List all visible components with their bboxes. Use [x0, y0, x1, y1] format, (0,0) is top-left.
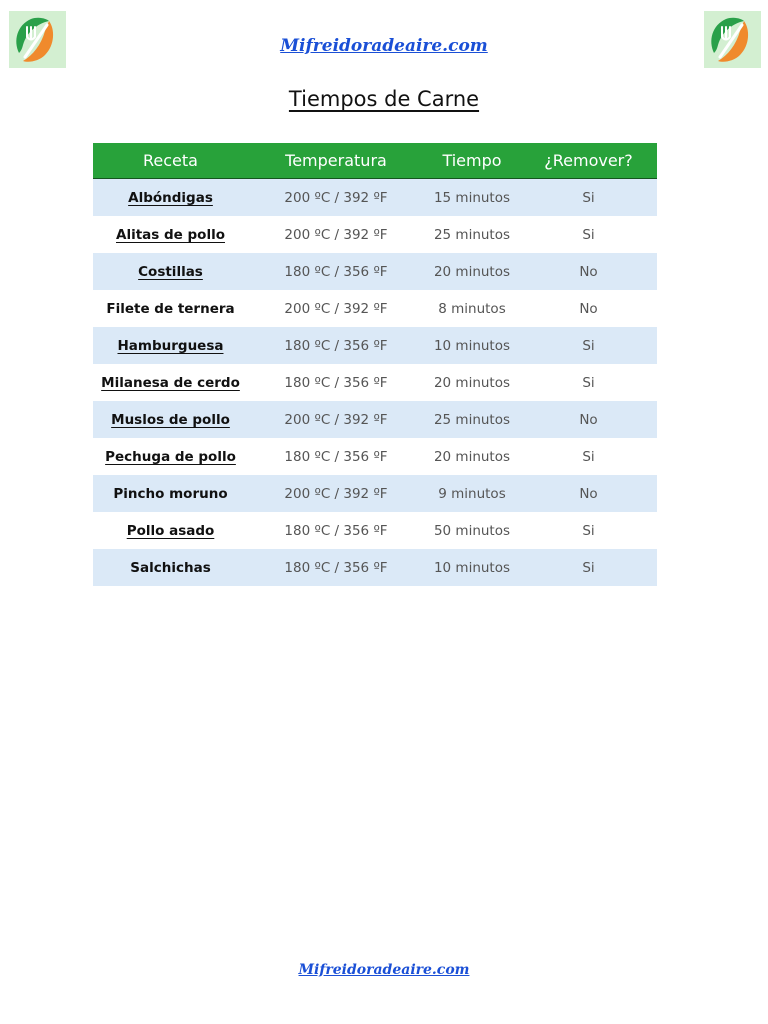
temperature-cell: 200 ºC / 392 ºF [248, 179, 424, 217]
remove-cell: No [520, 401, 657, 438]
temperature-cell: 180 ºC / 356 ºF [248, 549, 424, 586]
temperature-cell: 180 ºC / 356 ºF [284, 374, 388, 391]
table-row [93, 253, 657, 290]
recipe-name: Filete de ternera [106, 300, 235, 317]
time-cell: 50 minutos [433, 522, 511, 539]
recipe-cell [93, 475, 248, 512]
table-row [93, 290, 657, 327]
column-header-remove: ¿Remover? [520, 143, 657, 179]
recipe-cell[interactable] [93, 512, 248, 549]
recipe-link[interactable]: Pollo asado [126, 522, 215, 539]
temperature-cell: 180 ºC / 356 ºF [248, 327, 424, 364]
remove-cell: No [520, 475, 657, 512]
page-title: Tiempos de Carne [288, 87, 480, 111]
time-cell: 20 minutos [424, 253, 520, 290]
recipe-cell [93, 549, 248, 586]
table-row [93, 549, 657, 586]
recipe-link[interactable]: Albóndigas [128, 189, 213, 206]
recipe-cell[interactable] [93, 179, 248, 217]
remove-cell: Si [582, 448, 595, 465]
table-row [93, 179, 657, 217]
remove-cell: Si [582, 522, 595, 539]
table-body [93, 179, 657, 587]
recipe-name: Salchichas [130, 559, 211, 576]
table-row [93, 216, 657, 253]
column-header-temperature: Temperatura [248, 143, 424, 179]
recipe-cell[interactable] [93, 364, 248, 401]
table-header-row [93, 143, 657, 179]
time-cell: 25 minutos [424, 401, 520, 438]
temperature-cell: 180 ºC / 356 ºF [284, 448, 388, 465]
temperature-cell: 180 ºC / 356 ºF [284, 522, 388, 539]
recipe-link[interactable]: Hamburguesa [117, 337, 224, 354]
time-cell: 15 minutos [424, 179, 520, 217]
table-row [93, 327, 657, 364]
time-cell: 8 minutos [438, 300, 506, 317]
time-cell: 25 minutos [433, 226, 511, 243]
table-row [93, 438, 657, 475]
table-row [93, 475, 657, 512]
remove-cell: Si [520, 327, 657, 364]
recipe-cell[interactable] [93, 216, 248, 253]
time-cell: 9 minutos [424, 475, 520, 512]
recipe-cell[interactable] [93, 253, 248, 290]
temperature-cell: 200 ºC / 392 ºF [248, 401, 424, 438]
recipe-cell[interactable] [93, 401, 248, 438]
recipe-link[interactable]: Alitas de pollo [116, 226, 225, 243]
site-link-header[interactable]: Mifreidoradeaire.com [280, 36, 488, 56]
time-cell: 20 minutos [433, 374, 511, 391]
time-cell: 10 minutos [424, 327, 520, 364]
column-header-recipe: Receta [93, 143, 248, 179]
table-row [93, 401, 657, 438]
recipe-link[interactable]: Muslos de pollo [111, 411, 230, 428]
site-link-footer[interactable]: Mifreidoradeaire.com [298, 962, 470, 978]
temperature-cell: 200 ºC / 392 ºF [284, 300, 388, 317]
recipe-cell[interactable] [93, 438, 248, 475]
recipe-link[interactable]: Pechuga de pollo [105, 448, 236, 465]
temperature-cell: 200 ºC / 392 ºF [248, 475, 424, 512]
remove-cell: Si [520, 179, 657, 217]
table-row [93, 512, 657, 549]
cooking-times-table [93, 143, 657, 586]
recipe-name: Pincho moruno [113, 485, 228, 502]
remove-cell: Si [582, 226, 595, 243]
temperature-cell: 200 ºC / 392 ºF [284, 226, 388, 243]
remove-cell: Si [582, 374, 595, 391]
time-cell: 20 minutos [433, 448, 511, 465]
remove-cell: No [579, 300, 598, 317]
remove-cell: No [520, 253, 657, 290]
table-row [93, 364, 657, 401]
column-header-time: Tiempo [424, 143, 520, 179]
remove-cell: Si [520, 549, 657, 586]
time-cell: 10 minutos [424, 549, 520, 586]
recipe-cell[interactable] [93, 327, 248, 364]
recipe-link[interactable]: Milanesa de cerdo [101, 374, 240, 391]
recipe-link[interactable]: Costillas [138, 263, 203, 280]
recipe-cell [93, 290, 248, 327]
temperature-cell: 180 ºC / 356 ºF [248, 253, 424, 290]
